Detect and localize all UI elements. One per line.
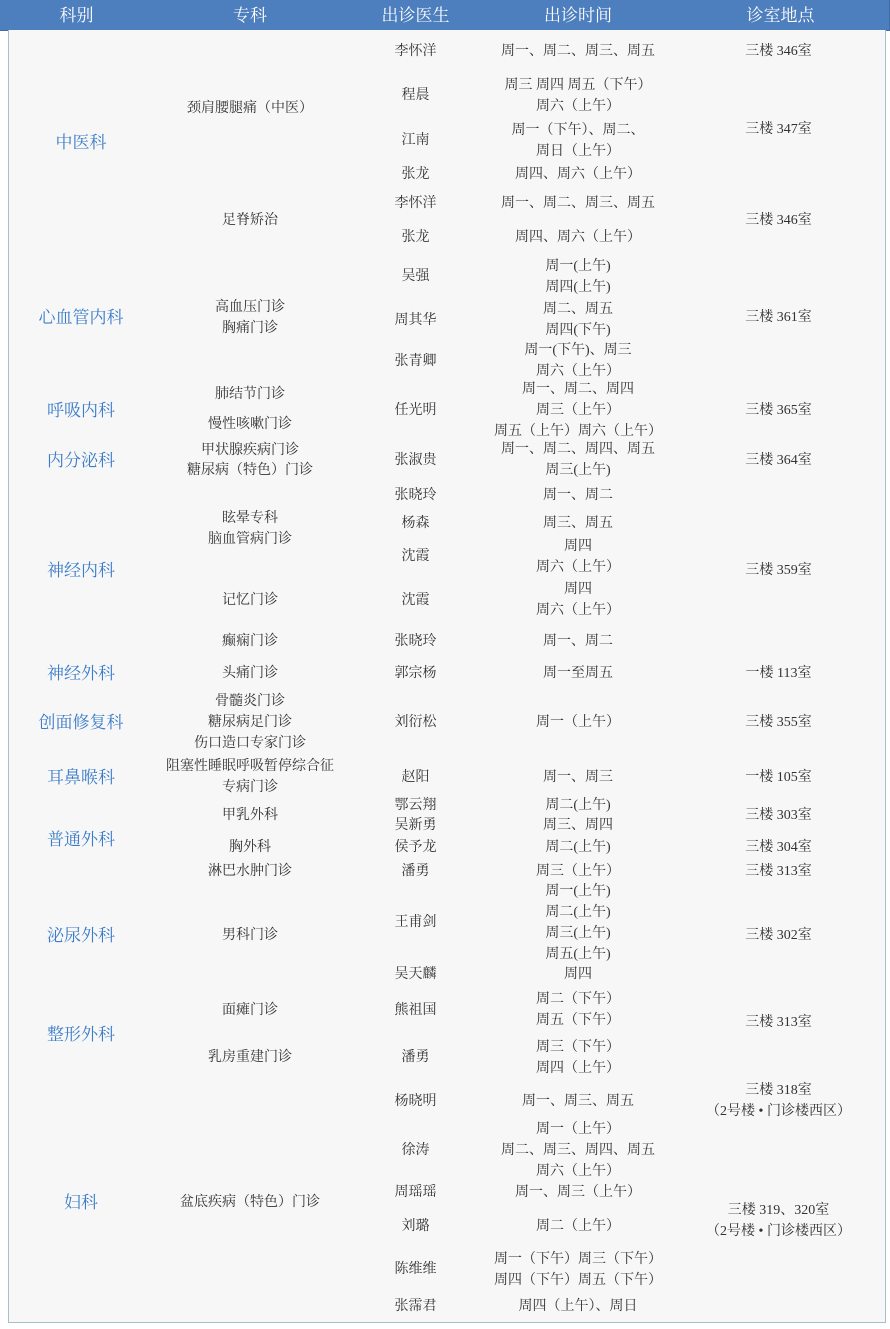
doctor-cell: 陈维维 <box>347 1248 485 1292</box>
schedule-time-cell: 周三、周四 <box>484 815 673 836</box>
room-location-cell: 三楼 313室 <box>672 987 886 1059</box>
schedule-time-cell: 周一、周二、周三、周五 <box>484 186 673 221</box>
specialty-cell: 甲乳外科 <box>153 796 348 836</box>
room-location-cell: 三楼 319、320室 （2号楼 • 门诊楼西区） <box>672 1120 886 1323</box>
doctor-cell: 李怀洋 <box>347 186 485 221</box>
doctor-cell: 吴天麟 <box>347 962 485 988</box>
room-location-cell: 三楼 347室 <box>672 73 886 187</box>
specialty-cell: 淋巴水肿门诊 <box>153 860 348 884</box>
doctor-cell: 周其华 <box>347 298 485 343</box>
department-name: 普通外科 <box>8 796 154 884</box>
specialty-cell: 足脊矫治 <box>153 186 348 256</box>
doctor-cell: 杨森 <box>347 511 485 536</box>
schedule-time-cell: 周一、周二、周三、周五 <box>484 30 673 74</box>
schedule-time-cell: 周四 周六（上午） <box>484 535 673 579</box>
specialty-cell: 盆底疾病（特色）门诊 <box>153 1082 348 1323</box>
room-location-cell: 三楼 355室 <box>672 686 886 759</box>
schedule-time-cell: 周二（下午） 周五（下午） <box>484 987 673 1034</box>
schedule-time-cell: 周四 <box>484 962 673 988</box>
schedule-time-cell: 周四、周六（上午） <box>484 163 673 187</box>
doctor-cell: 徐涛 <box>347 1120 485 1181</box>
schedule-time-cell: 周二(上午) <box>484 835 673 861</box>
schedule-time-cell: 周一、周二、周四 周三（上午） 周五（上午）周六（上午） <box>484 380 673 441</box>
doctor-cell: 张青卿 <box>347 342 485 381</box>
schedule-time-cell: 周一、周二 <box>484 480 673 512</box>
room-location-cell: 三楼 318室 （2号楼 • 门诊楼西区） <box>672 1082 886 1121</box>
room-location-cell: 三楼 359室 <box>672 480 886 661</box>
doctor-cell: 吴强 <box>347 255 485 299</box>
schedule-time-cell: 周二(上午) <box>484 796 673 816</box>
schedule-time-cell: 周三、周五 <box>484 511 673 536</box>
specialty-cell: 高血压门诊 胸痛门诊 <box>153 255 348 381</box>
doctor-cell: 杨晓明 <box>347 1082 485 1121</box>
schedule-time-cell: 周一（下午）、周二、 周日（上午） <box>484 118 673 164</box>
schedule-time-cell: 周一、周二 <box>484 622 673 661</box>
header-department: 科别 <box>0 0 154 31</box>
room-location-cell: 三楼 313室 <box>672 860 886 884</box>
room-location-cell: 三楼 346室 <box>672 186 886 256</box>
doctor-cell: 张晓玲 <box>347 622 485 661</box>
schedule-time-cell: 周一至周五 <box>484 660 673 687</box>
room-location-cell: 一楼 105室 <box>672 758 886 797</box>
doctor-cell: 周瑶瑶 <box>347 1180 485 1206</box>
doctor-cell: 任光明 <box>347 380 485 441</box>
doctor-cell: 程晨 <box>347 73 485 119</box>
room-location-cell: 三楼 361室 <box>672 255 886 381</box>
department-name: 心血管内科 <box>8 255 154 381</box>
doctor-cell: 侯予龙 <box>347 835 485 861</box>
doctor-cell: 熊祖国 <box>347 987 485 1034</box>
schedule-time-cell: 周一（上午） <box>484 686 673 759</box>
doctor-cell: 刘璐 <box>347 1205 485 1249</box>
department-name: 内分泌科 <box>8 440 154 481</box>
schedule-time-cell: 周一（上午） 周二、周三、周四、周五 周六（上午） <box>484 1120 673 1181</box>
room-location-cell: 三楼 303室 <box>672 796 886 836</box>
specialty-cell: 面瘫门诊 <box>153 987 348 1034</box>
doctor-cell: 张晓玲 <box>347 480 485 512</box>
doctor-cell: 鄂云翔 <box>347 796 485 816</box>
doctor-cell: 潘勇 <box>347 860 485 884</box>
doctor-cell: 潘勇 <box>347 1033 485 1083</box>
doctor-cell: 江南 <box>347 118 485 164</box>
specialty-cell: 癫痫门诊 <box>153 622 348 661</box>
specialty-cell: 肺结节门诊 <box>153 380 348 409</box>
department-name: 呼吸内科 <box>8 380 154 441</box>
department-name: 神经内科 <box>8 480 154 661</box>
doctor-cell: 张霈君 <box>347 1291 485 1323</box>
doctor-cell: 赵阳 <box>347 758 485 797</box>
doctor-cell: 李怀洋 <box>347 30 485 74</box>
room-location-cell: 三楼 364室 <box>672 440 886 481</box>
schedule-time-cell: 周二（上午） <box>484 1205 673 1249</box>
schedule-time-cell: 周二、周五 周四(下午) <box>484 298 673 343</box>
schedule-time-cell: 周四 周六（上午） <box>484 578 673 623</box>
doctor-cell: 王甫剑 <box>347 883 485 963</box>
department-name: 妇科 <box>8 1082 154 1323</box>
room-location-cell: 三楼 365室 <box>672 380 886 441</box>
department-name: 创面修复科 <box>8 686 154 759</box>
schedule-time-cell: 周四、周六（上午） <box>484 220 673 256</box>
doctor-cell: 张龙 <box>347 220 485 256</box>
schedule-time-cell: 周一、周三（上午） <box>484 1180 673 1206</box>
schedule-time-cell: 周三（下午） 周四（上午） <box>484 1033 673 1083</box>
specialty-cell: 胸外科 <box>153 835 348 861</box>
schedule-time-cell: 周三 周四 周五（下午） 周六（上午） <box>484 73 673 119</box>
room-location-cell: 三楼 346室 <box>672 30 886 74</box>
schedule-time-cell: 周一、周三、周五 <box>484 1082 673 1121</box>
doctor-cell: 张淑贵 <box>347 440 485 481</box>
schedule-time-cell: 周四（上午）、周日 <box>484 1291 673 1323</box>
schedule-time-cell: 周一、周二、周四、周五 周三(上午) <box>484 440 673 481</box>
schedule-time-cell: 周一、周三 <box>484 758 673 797</box>
specialty-cell: 头痛门诊 <box>153 660 348 687</box>
doctor-cell: 沈霞 <box>347 535 485 579</box>
doctor-cell: 沈霞 <box>347 578 485 623</box>
schedule-time-cell: 周一(上午) 周二(上午) 周三(上午) 周五(上午) <box>484 883 673 963</box>
specialty-cell: 男科门诊 <box>153 883 348 988</box>
specialty-cell: 慢性咳嗽门诊 <box>153 408 348 441</box>
doctor-cell: 张龙 <box>347 163 485 187</box>
department-name: 耳鼻喉科 <box>8 758 154 797</box>
department-name: 泌尿外科 <box>8 883 154 988</box>
specialty-cell: 颈肩腰腿痛（中医） <box>153 30 348 187</box>
header-time: 出诊时间 <box>484 0 673 31</box>
header-specialty: 专科 <box>153 0 348 31</box>
doctor-cell: 刘衍松 <box>347 686 485 759</box>
specialty-cell: 乳房重建门诊 <box>153 1033 348 1083</box>
room-location-cell: 三楼 302室 <box>672 883 886 988</box>
schedule-time-cell: 周一（下午）周三（下午） 周四（下午）周五（下午） <box>484 1248 673 1292</box>
specialty-cell: 记忆门诊 <box>153 578 348 623</box>
department-name: 整形外科 <box>8 987 154 1083</box>
schedule-time-cell: 周一(上午) 周四(上午) <box>484 255 673 299</box>
specialty-cell: 糖尿病（特色）门诊 <box>153 460 348 481</box>
doctor-cell: 郭宗杨 <box>347 660 485 687</box>
specialty-cell: 甲状腺疾病门诊 <box>153 440 348 461</box>
department-name: 神经外科 <box>8 660 154 687</box>
room-location-cell: 三楼 304室 <box>672 835 886 861</box>
header-room: 诊室地点 <box>672 0 890 31</box>
schedule-time-cell: 周一(下午)、周三 周六（上午） <box>484 342 673 381</box>
doctor-cell: 吴新勇 <box>347 815 485 836</box>
room-location-cell: 一楼 113室 <box>672 660 886 687</box>
department-name: 中医科 <box>8 30 154 256</box>
specialty-cell: 阻塞性睡眠呼吸暂停综合征 专病门诊 <box>153 758 348 797</box>
schedule-time-cell: 周三（上午） <box>484 860 673 884</box>
header-doctor: 出诊医生 <box>347 0 485 31</box>
specialty-cell: 眩晕专科 脑血管病门诊 <box>153 480 348 579</box>
specialty-cell: 骨髓炎门诊 糖尿病足门诊 伤口造口专家门诊 <box>153 686 348 759</box>
